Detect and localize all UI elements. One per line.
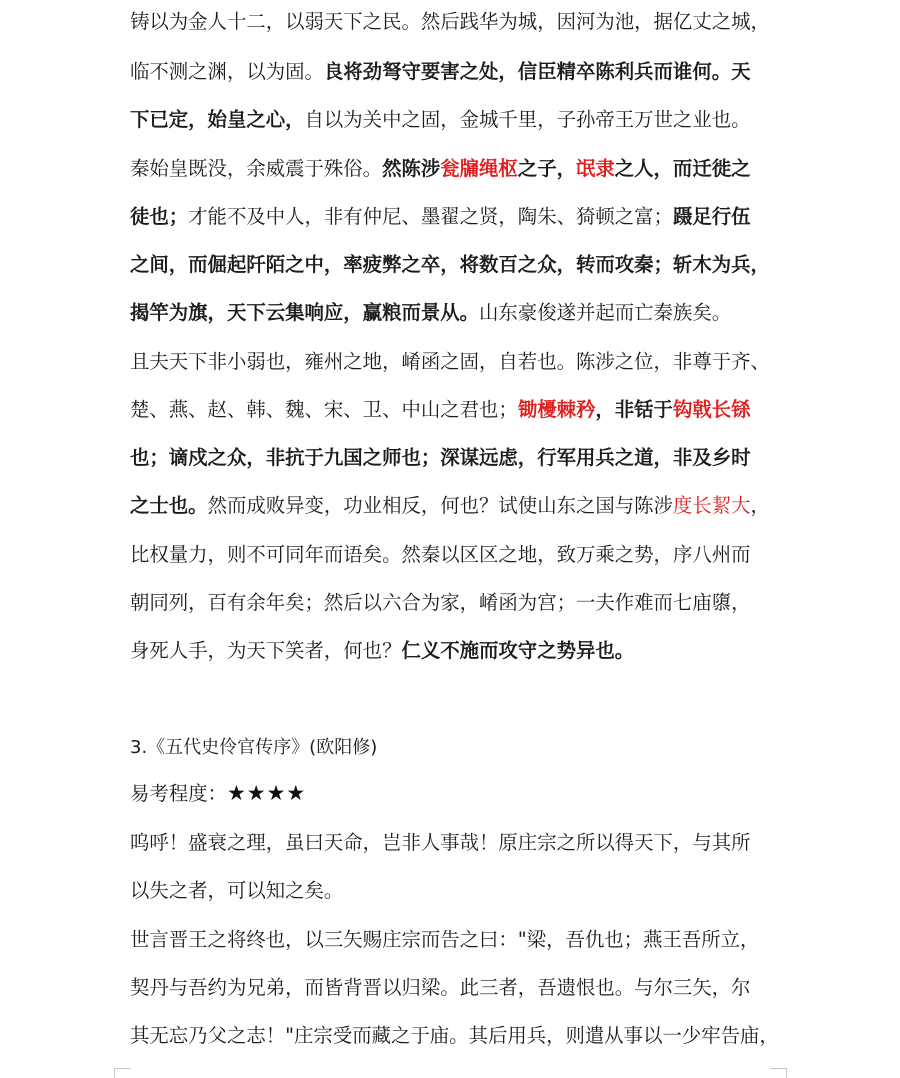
- bold-text-run: ，非铦于: [595, 398, 673, 421]
- section-heading: [130, 734, 780, 762]
- bold-text-run: 良将劲弩守要害之处，信臣精卒陈利兵而谁何。天: [323, 60, 751, 83]
- text-line: [130, 155, 780, 183]
- bold-text-run: 徒也；: [130, 205, 189, 228]
- text-run: 才能不及中人，非有仲尼、墨翟之贤，陶朱、猗顿之富；: [188, 205, 673, 228]
- text-line: [130, 974, 780, 1002]
- bold-text-run: 也；谪戍之众，非抗于九国之师也；深谋远虑，行军用兵之道，非及乡时: [130, 446, 751, 469]
- bold-text-run: 之子，: [517, 157, 576, 180]
- text-line: [130, 1022, 780, 1050]
- highlighted-term: 氓隶: [575, 157, 615, 180]
- bold-text-run: 揭竿为旗，天下云集响应，赢粮而景从。: [130, 301, 480, 324]
- highlighted-term: 瓮牖绳枢: [440, 157, 518, 180]
- text-line: [130, 251, 780, 279]
- star-icons: ★★★★: [226, 781, 307, 805]
- bold-text-run: 仁义不施而攻守之势异也。: [401, 639, 635, 662]
- text-run: 然而成败异变，功业相反，何也？试使山东之国与陈涉: [207, 494, 673, 517]
- section-heading-text: 3.《五代史伶官传序》(欧阳修): [130, 737, 378, 758]
- text-line: [130, 637, 780, 665]
- text-run: 契丹与吾约为兄弟，而皆背晋以归梁。此三者，吾遗恨也。与尔三矢，尔: [130, 976, 751, 999]
- text-run: 且夫天下非小弱也，雍州之地，崤函之固，自若也。陈涉之位，非尊于齐、: [130, 350, 770, 373]
- bold-text-run: 之间，而倔起阡陌之中，率疲弊之卒，将数百之众，转而攻秦；斩木为兵，: [130, 253, 770, 276]
- bold-text-run: 然陈涉: [382, 157, 441, 180]
- text-run: 自以为关中之固，金城千里，子孙帝王万世之业也。: [304, 108, 751, 131]
- bold-text-run: 下已定，始皇之心，: [130, 108, 305, 131]
- text-run: 山东豪俊遂并起而亡秦族矣。: [479, 301, 732, 324]
- text-run: 呜呼！盛衰之理，虽曰天命，岂非人事哉！原庄宗之所以得天下，与其所: [130, 831, 751, 854]
- text-line: [130, 348, 780, 376]
- text-line: [130, 58, 780, 86]
- text-line: [130, 203, 780, 231]
- bold-text-run: 之人，而迁徙之: [614, 157, 751, 180]
- highlighted-term: 度长絜大: [672, 494, 751, 517]
- text-run: 以失之者，可以知之矣。: [130, 879, 344, 902]
- text-run: 世言晋王之将终也，以三矢赐庄宗而告之曰："梁，吾仇也；燕王吾所立，: [130, 928, 760, 951]
- text-line: [130, 589, 780, 617]
- text-line: [130, 926, 780, 954]
- text-run: 楚、燕、赵、韩、魏、宋、卫、中山之君也；: [130, 398, 518, 421]
- difficulty-label: 易考程度：: [130, 782, 227, 805]
- text-run: 铸以为金人十二，以弱天下之民。然后践华为城，因河为池，据亿丈之城，: [130, 10, 770, 33]
- text-run: 比权量力，则不可同年而语矣。然秦以区区之地，致万乘之势，序八州而: [130, 543, 751, 566]
- text-line: [130, 877, 780, 905]
- text-line: [130, 541, 780, 569]
- difficulty-rating: [130, 779, 780, 808]
- highlighted-term: 钩戟长铩: [672, 398, 751, 421]
- text-run: 其无忘乃父之志！"庄宗受而藏之于庙。其后用兵，则遣从事以一少牢告庙，: [130, 1024, 779, 1047]
- text-line: [130, 829, 780, 857]
- text-line: [130, 8, 780, 36]
- text-line: [130, 492, 780, 520]
- text-line: [130, 396, 780, 424]
- text-line: [130, 106, 780, 134]
- bold-text-run: 蹑足行伍: [672, 205, 751, 228]
- highlighted-term: 锄櫌棘矜: [517, 398, 596, 421]
- bold-text-run: 之士也。: [130, 494, 208, 517]
- text-run: 朝同列，百有余年矣；然后以六合为家，崤函为宫；一夫作难而七庙隳，: [130, 591, 751, 614]
- text-run: 秦始皇既没，余威震于殊俗。: [130, 157, 383, 180]
- text-run: 身死人手，为天下笑者，何也？: [130, 639, 402, 662]
- text-line: [130, 444, 780, 472]
- text-line: [130, 299, 780, 327]
- text-run: ，: [750, 494, 770, 517]
- text-run: 临不测之渊，以为固。: [130, 60, 324, 83]
